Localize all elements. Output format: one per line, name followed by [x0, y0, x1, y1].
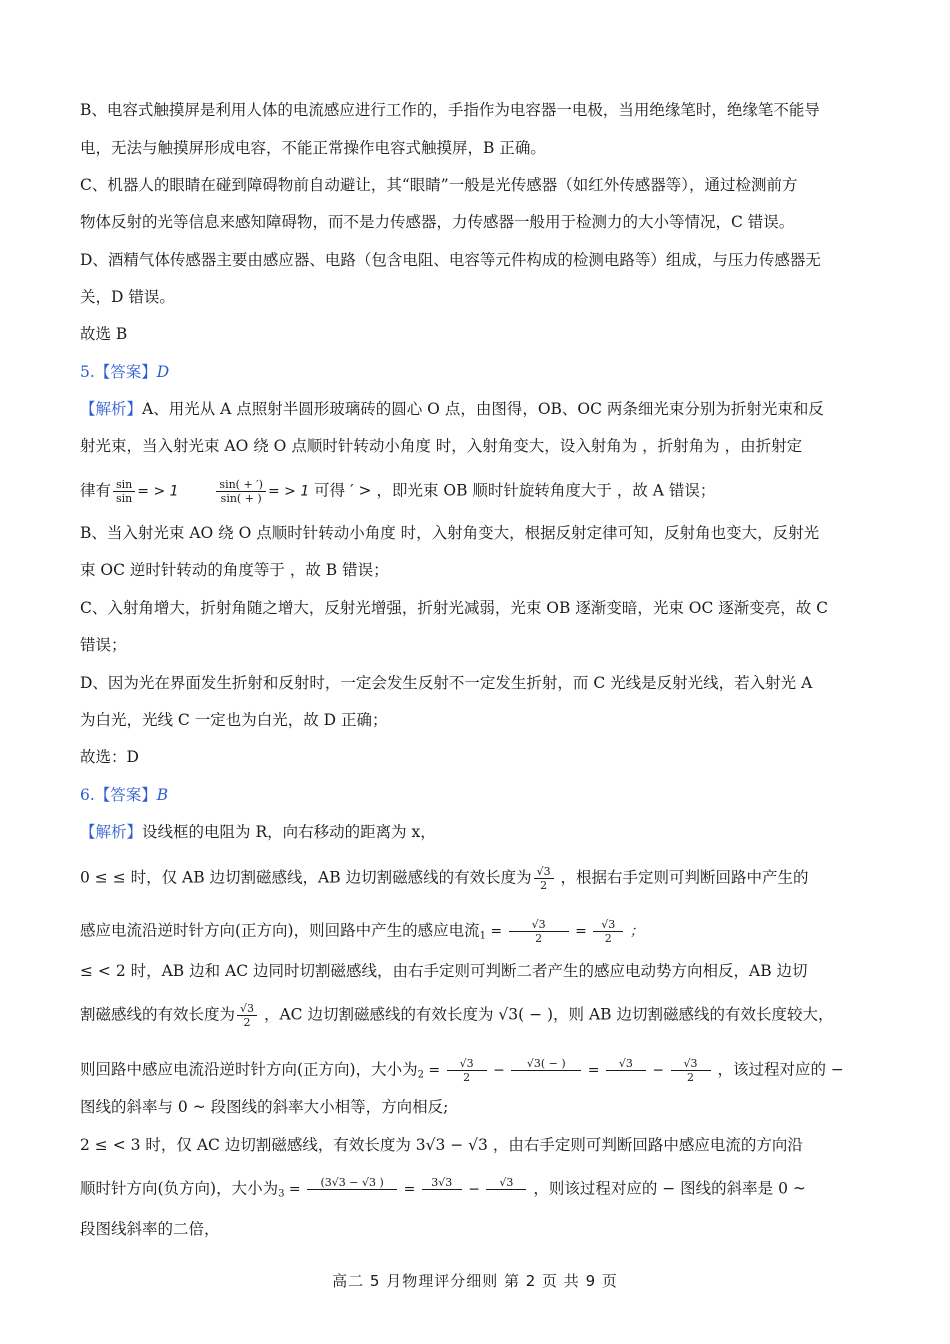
text-line: 束 OC 逆时针转动的角度等于 ，故 B 错误； [80, 561, 389, 579]
text-line [80, 398, 872, 420]
analysis-label: 【解析】 [80, 823, 143, 841]
fraction: √3 [486, 1176, 526, 1203]
text-line: 物体反射的光等信息来感知障碍物，而不是力传感器，力传感器一般用于检测力的大小等情况，C 错误。 [80, 213, 795, 231]
text-span: ，AC 边切割磁感线的有效长度为 √3( − )，则 AB 边切割磁感线的有效长度较大， [259, 1005, 834, 1024]
fraction: $\frac{√3}{2}$ [509, 918, 569, 945]
text-span: 律有 [80, 481, 112, 500]
text-line: 故选：D [80, 748, 139, 766]
math-span: = > 1 [137, 483, 179, 500]
text-line: C、机器人的眼睛在碰到障碍物前自动避让，其“眼睛”一般是光传感器（如红外传感器等），通过检测前方 [80, 176, 798, 194]
answer-value: D [156, 363, 170, 381]
answer-label: 6.【答案】 [80, 786, 157, 804]
fraction: $\frac{√3}{2}$ [534, 865, 554, 892]
math-span: = [423, 1062, 445, 1079]
text-span: 可得 ′ > ，即光束 OB 顺时针旋转角度大于 ，故 A 错误； [309, 481, 716, 500]
text-line: 关，D 错误。 [80, 288, 175, 306]
subscript: 2 [417, 1069, 424, 1081]
formula-line [80, 478, 872, 505]
answer-value: B [156, 786, 169, 804]
text-line: B、电容式触摸屏是利用人体的电流感应进行工作的，手指作为电容器一电极，当用绝缘笔时，绝缘笔不能导 [80, 101, 820, 119]
fraction: $\frac{√3}{2}$ [237, 1002, 257, 1029]
fraction: $\frac{√3}{2}$ [671, 1057, 711, 1084]
text-line: 射光束，当入射光束 AO 绕 O 点顺时针转动小角度 时，入射角变大，设入射角为 ，折射角为 ，由折射定 [80, 437, 803, 455]
page-footer: 高二 5 月物理评分细则 第 2 页 共 9 页 [332, 1272, 618, 1290]
fraction: $\frac{\sin}{\sin}$ [113, 478, 135, 505]
math-span: = > 1 [267, 483, 310, 500]
text-line: D、因为光在界面发生折射和反射时，一定会发生反射不一定发生折射，而 C 光线是反射光线，若入射光 A [80, 674, 813, 692]
formula-line [80, 918, 872, 948]
fraction: $\frac{√3}{2}$ [593, 918, 623, 945]
text-span: 感应电流沿逆时针方向(正方向)，则回路中产生的感应电流 [80, 921, 480, 940]
subscript: 3 [278, 1188, 285, 1200]
text-span: ，则该过程对应的 − 图线的斜率是 0 ~ [528, 1179, 806, 1198]
text-line: 错误； [80, 636, 127, 654]
fraction: √3 [606, 1057, 646, 1084]
text-line: ≤ < 2 时，AB 边和 AC 边同时切割磁感线，由右手定则可判断二者产生的感应电动势方向相反，AB 边切 [80, 962, 808, 980]
text-line: 图线的斜率与 0 ~ 段图线的斜率大小相等，方向相反; [80, 1098, 449, 1116]
text-line: C、入射角增大，折射角随之增大，反射光增强，折射光减弱，光束 OB 逐渐变暗，光束 OC 逐渐变亮，故 C [80, 599, 829, 617]
fraction: $\frac{√3}{2}$ [447, 1057, 487, 1084]
text-line: 2 ≤ < 3 时，仅 AC 边切割磁感线，有效长度为 3√3 − √3 ，由右手定则可判断回路中感应电流的方向沿 [80, 1136, 803, 1154]
math-span: = [284, 1181, 306, 1198]
text-span: 顺时针方向(负方向)，大小为 [80, 1179, 279, 1198]
math-span: = [570, 923, 592, 940]
text-line: 故选 B [80, 325, 128, 343]
math-span: = [583, 1062, 604, 1079]
math-span: = [399, 1181, 420, 1198]
text-line: 电，无法与触摸屏形成电容，不能正常操作电容式触摸屏，B 正确。 [80, 139, 546, 157]
formula-line [80, 1176, 872, 1206]
text-line: D、酒精气体传感器主要由感应器、电路（包含电阻、电容等元件构成的检测电路等）组成，与压力传感器无 [80, 251, 821, 269]
math-span: ； [625, 923, 644, 940]
text-span: 设线框的电阻为 R，向右移动的距离为 x， [142, 823, 436, 841]
text-line: 为白光，光线 C 一定也为白光，故 D 正确； [80, 711, 388, 729]
answer-label: 5.【答案】 [80, 363, 157, 381]
math-span: − [488, 1062, 510, 1079]
text-span: 则回路中感应电流沿逆时针方向(正方向)，大小为 [80, 1060, 418, 1079]
text-span: 0 ≤ ≤ 时，仅 AB 边切割磁感线，AB 边切割磁感线的有效长度为 [80, 868, 532, 887]
math-span: − [463, 1181, 485, 1198]
text-span: ，根据右手定则可判断回路中产生的 [555, 868, 809, 887]
text-span: A、用光从 A 点照射半圆形玻璃砖的圆心 O 点，由图得，OB、OC 两条细光束分别为折射光束和反 [142, 400, 824, 418]
text-span: 割磁感线的有效长度为 [80, 1005, 236, 1024]
question-5-answer [80, 361, 872, 383]
math-span: − [647, 1062, 669, 1079]
text-span: ，该过程对应的 − [712, 1060, 844, 1079]
fraction: √3( − ) [511, 1057, 581, 1084]
formula-line [80, 1057, 872, 1087]
analysis-label: 【解析】 [80, 400, 143, 418]
formula-line [80, 1002, 872, 1029]
fraction: (3√3 − √3 ) [307, 1176, 397, 1203]
text-line [80, 821, 872, 843]
fraction: $\frac{\sin( + ')}{\sin( + )}$ [216, 478, 266, 505]
subscript: 1 [479, 930, 486, 942]
fraction: 3√3 [422, 1176, 462, 1203]
math-span: = [485, 923, 507, 940]
formula-line [80, 865, 872, 892]
text-line: 段图线斜率的二倍， [80, 1220, 220, 1238]
text-line: B、当入射光束 AO 绕 O 点顺时针转动小角度 时，入射角变大，根据反射定律可知，反射角也变大，反射光 [80, 524, 820, 542]
question-6-answer [80, 784, 872, 806]
